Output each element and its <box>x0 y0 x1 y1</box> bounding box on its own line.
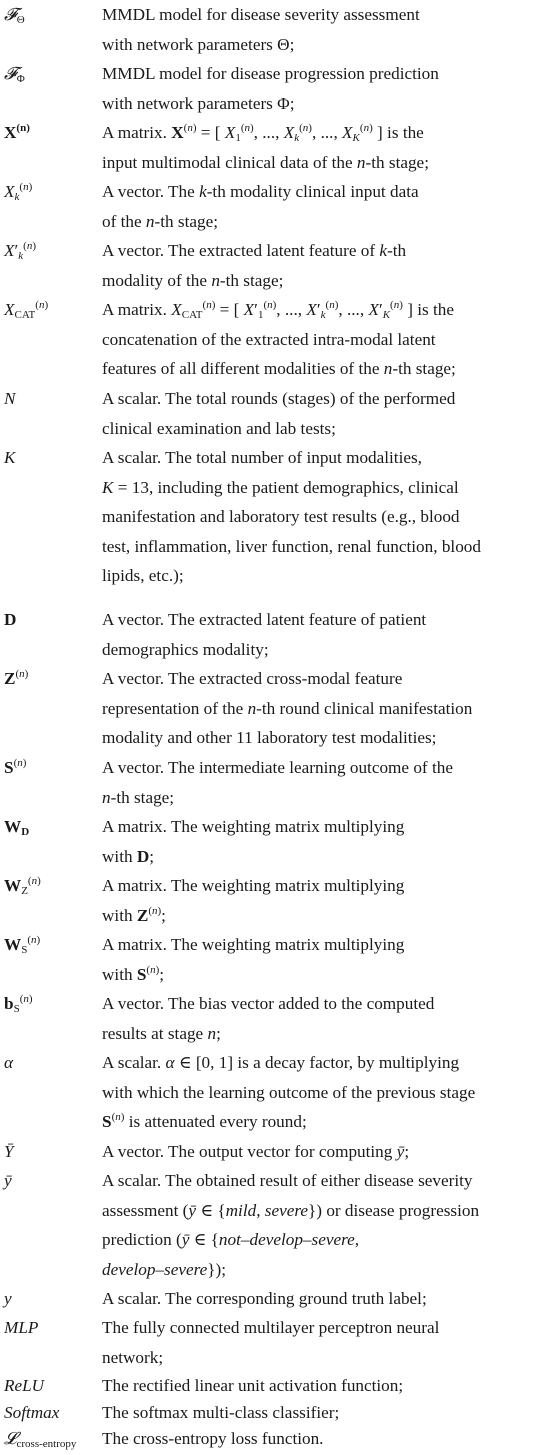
symbol: Softmax <box>4 1403 60 1422</box>
description-line: with $S^{(n)}$; <box>102 963 165 984</box>
description-line: The rectified linear unit activation function; <box>102 1376 404 1395</box>
symbol: $W_S^{(n)}$ <box>4 934 41 956</box>
symbol: y <box>4 1289 12 1308</box>
description-line: with $Z^{(n)}$; <box>102 904 166 925</box>
description <box>102 295 548 384</box>
description-line: The fully connected multilayer perceptron neural <box>102 1318 440 1337</box>
symbol: Ȳ <box>4 1142 14 1161</box>
symbol: $W_D$ <box>4 817 30 838</box>
description-line: A vector. The bias vector added to the computed <box>102 994 435 1013</box>
description <box>102 384 548 443</box>
description-line: demographics modality; <box>102 639 269 659</box>
description-line: input multimodal clinical data of the n-th stage; <box>102 152 429 172</box>
description-line: with which the learning outcome of the previous stage <box>102 1082 476 1102</box>
description <box>102 1048 548 1137</box>
symbol: $Z^{(n)}$ <box>4 668 29 688</box>
description-line: representation of the n-th round clinical manifestation <box>102 698 473 718</box>
description-line: A vector. The extracted cross-modal feature <box>102 669 403 688</box>
description <box>102 930 548 989</box>
description-line: A scalar. The total rounds (stages) of the performed <box>102 389 456 408</box>
symbol: 𝓕$_\Phi$ <box>4 64 25 85</box>
description-line: clinical examination and lab tests; <box>102 418 336 438</box>
symbol: $X_k^{(n)}$ <box>4 181 33 203</box>
description-line: A scalar. α ∈ [0, 1] is a decay factor, by multiplying <box>102 1053 460 1072</box>
description-line: A matrix. The weighting matrix multiplying <box>102 876 405 895</box>
description <box>102 812 548 871</box>
description-line: prediction (ȳ ∈ {not–develop–severe, <box>102 1230 360 1250</box>
symbol: ReLU <box>4 1376 45 1395</box>
description-line: modality of the n-th stage; <box>102 270 284 290</box>
symbol: K <box>4 448 16 467</box>
symbol: $X_{CAT}^{(n)}$ <box>4 299 49 321</box>
description-line: network; <box>102 1347 164 1367</box>
description <box>102 177 548 236</box>
description <box>102 1424 548 1454</box>
description <box>102 989 548 1048</box>
symbol: $X^{(n)}$ <box>4 122 30 142</box>
description-line: A matrix. $X^{(n)}$ = [ $X_1^{(n)}$, ..., $X_k^{(n)}$, ..., $X_K^{(n)}$ ] is the <box>102 122 424 144</box>
description-line: K = 13, including the patient demographics, clinical <box>102 477 459 497</box>
description <box>102 118 548 177</box>
description-line: lipids, etc.); <box>102 566 184 586</box>
symbol: D <box>4 610 17 629</box>
description <box>102 664 548 753</box>
symbol: $X'_k^{(n)}$ <box>4 240 36 262</box>
description <box>102 443 548 591</box>
symbol: $b_S^{(n)}$ <box>4 993 33 1015</box>
description-line: A vector. The output vector for computing ȳ; <box>102 1142 410 1161</box>
description-line: with network parameters Φ; <box>102 93 295 113</box>
description-line: The softmax multi-class classifier; <box>102 1403 340 1422</box>
symbol: ȳ <box>4 1171 12 1190</box>
description-line: A scalar. The obtained result of either disease severity <box>102 1171 473 1190</box>
description <box>102 605 548 664</box>
description-line: develop–severe}); <box>102 1259 227 1279</box>
description-line: features of all different modalities of the n-th stage; <box>102 359 456 379</box>
description-line: results at stage n; <box>102 1023 221 1043</box>
description-line: A vector. The k-th modality clinical input data <box>102 182 419 201</box>
description-line: MMDL model for disease progression prediction <box>102 64 439 83</box>
description <box>102 236 548 295</box>
description-line: $S^{(n)}$ is attenuated every round; <box>102 1111 307 1132</box>
symbol: $S^{(n)}$ <box>4 757 27 777</box>
symbol: 𝓛$_{cross-entropy}$ <box>4 1429 77 1450</box>
description-line: test, inflammation, liver function, renal function, blood <box>102 536 481 556</box>
symbol: N <box>4 389 16 408</box>
description <box>102 0 548 59</box>
description-line: The cross-entropy loss function. <box>102 1429 324 1448</box>
description-line: MMDL model for disease severity assessment <box>102 5 420 24</box>
description-line: A vector. The intermediate learning outcome of the <box>102 758 453 777</box>
description <box>102 753 548 812</box>
description <box>102 1137 548 1167</box>
description-line: with D; <box>102 846 155 866</box>
description-line: A matrix. The weighting matrix multiplying <box>102 817 405 836</box>
symbol: MLP <box>4 1318 39 1337</box>
description <box>102 1166 548 1284</box>
description-line: A scalar. The total number of input modalities, <box>102 448 422 467</box>
description-line: A vector. The extracted latent feature of patient <box>102 610 427 629</box>
symbol: α <box>4 1053 14 1072</box>
description <box>102 59 548 118</box>
description <box>102 1313 548 1372</box>
description <box>102 871 548 930</box>
description-line: A vector. The extracted latent feature of k-th <box>102 241 407 260</box>
symbol: 𝓕$_\Theta$ <box>4 5 25 26</box>
description-line: concatenation of the extracted intra-modal latent <box>102 329 436 349</box>
description <box>102 1371 548 1401</box>
description <box>102 1284 548 1314</box>
description-line: manifestation and laboratory test results (e.g., blood <box>102 507 460 527</box>
description-line: A matrix. The weighting matrix multiplying <box>102 935 405 954</box>
description-line: n-th stage; <box>102 787 175 807</box>
symbol: $W_Z^{(n)}$ <box>4 875 41 897</box>
description-line: A scalar. The corresponding ground truth label; <box>102 1289 427 1308</box>
description-line: with network parameters Θ; <box>102 34 295 54</box>
description-line: modality and other 11 laboratory test modalities; <box>102 728 437 748</box>
description-line: assessment (ȳ ∈ {mild, severe}) or disease progression <box>102 1200 480 1220</box>
description-line: A matrix. $X_{CAT}^{(n)}$ = [ $X'_1^{(n)}$, ..., $X'_k^{(n)}$, ..., $X'_K^{(n)}$ ] is the <box>102 299 454 321</box>
description-line: of the n-th stage; <box>102 211 218 231</box>
